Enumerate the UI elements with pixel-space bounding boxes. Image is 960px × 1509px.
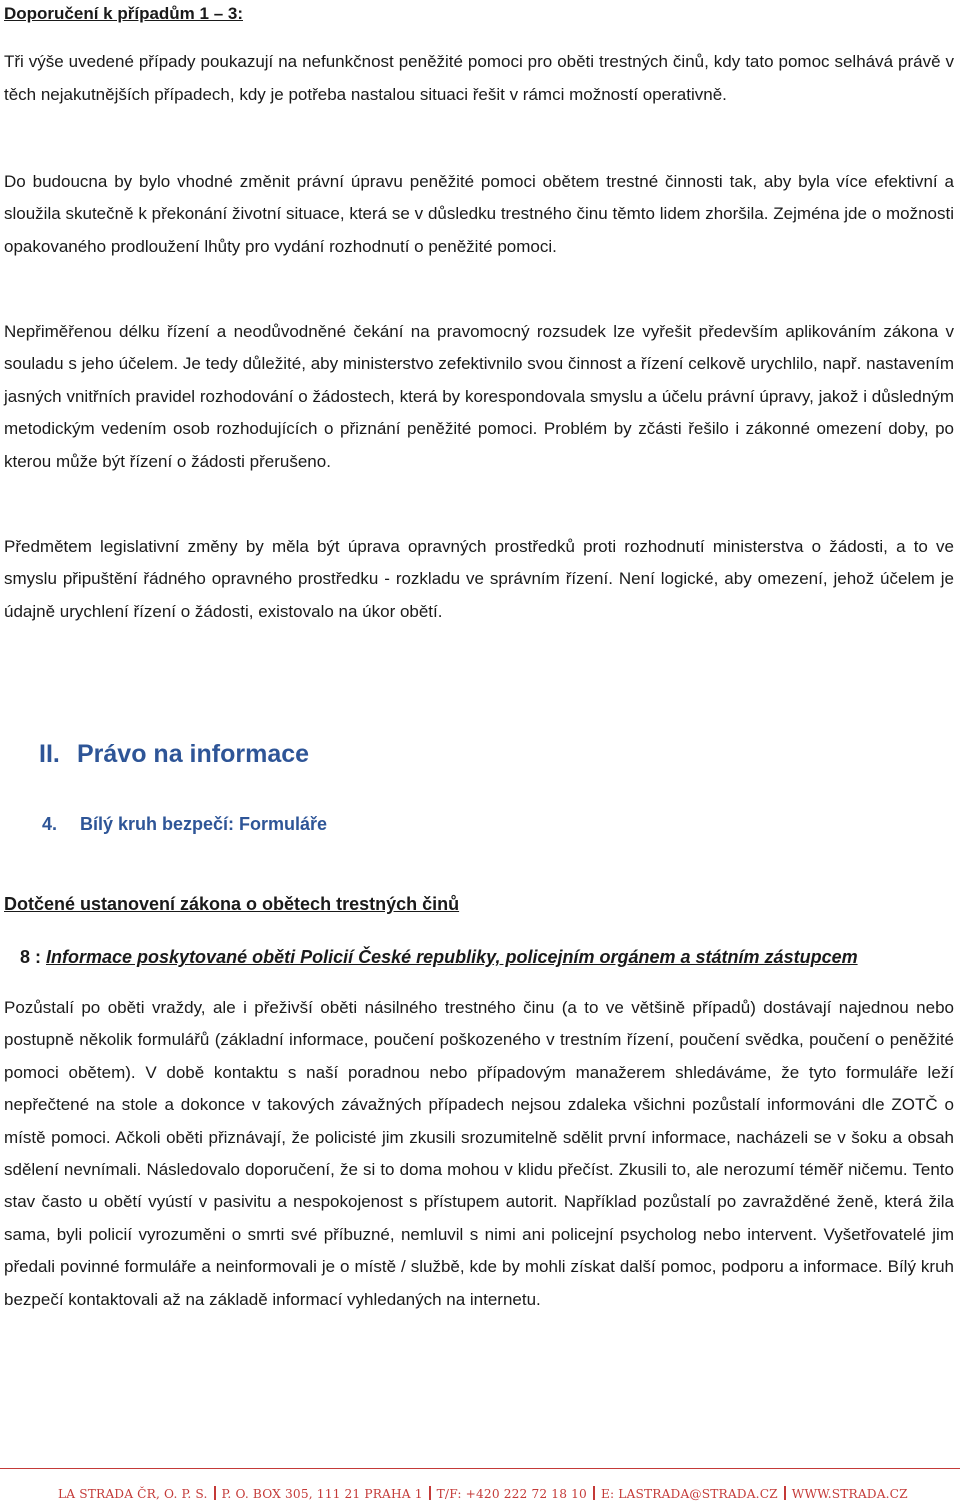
recommendations-heading: Doporučení k případům 1 – 3: (4, 4, 243, 23)
paragraph-forms-experience: Pozůstalí po oběti vraždy, ale i přeživší oběti násilného trestného činu (a to ve většině případů) dostávají najednou nebo postupně několik formulářů (základní informace, poučení poškozeného v trestním řízení, poučení svědka, poučení o peněžité pomoci obětem). V době kontaktu s naší poradnou nebo případovým manažerem shledáváme, že tyto formuláře leží nepřečtené na stole a dokonce v takových závažných případech nejsou zdaleka všichni pozůstalí informováni dle ZOTČ o místě pomoci. Ačkoli oběti přiznávají, že policisté jim zkusili srozumitelně sdělit první informace, nacházeli se v šoku a obsah sdělení nevnímali. Následovalo doporučení, že si to doma mohou v klidu přečíst. Zkusili to, ale nerozumí téměř ničemu. Tento stav často u obětí vyústí v pasivitu a nespokojenost s přístupem autorit. Například pozůstalí po zavražděné ženě, která žila sama, byli policií vyrozuměni o smrti své příbuzné, nemluvil s nimi ani policejní psycholog nebo intervent. Vyšetřovatelé jim předali povinné formuláře a neinformovali je o místě / službě, kde by mohli získat další pomoc, podporu a informace. Bílý kruh bezpečí kontaktovali až na základě informací vyhledaných na internetu. (4, 998, 954, 1309)
section-heading-right-to-information (39, 734, 309, 774)
paragraph-legal-change: Do budoucna by bylo vhodné změnit právní úpravu peněžité pomoci obětem trestné činnosti tak, aby byla více efektivní a sloužila skutečně k překonání životní situace, která se v důsledku trestného činu těmto lidem zhoršila. Zejména jde o možnosti opakovaného prodloužení lhůty pro vydání rozhodnutí o peněžité pomoci. (4, 172, 954, 256)
footer-web: WWW.STRADA.CZ (791, 1487, 908, 1501)
page-footer (0, 1468, 960, 1509)
footer-contact-line (58, 1486, 908, 1501)
section-title: Právo na informace (77, 740, 310, 768)
footer-address: P. O. BOX 305, 111 21 PRAHA 1 (221, 1487, 423, 1501)
subsection-title: Bílý kruh bezpečí: Formuláře (80, 814, 328, 834)
footer-email: E: LASTRADA@STRADA.CZ (600, 1487, 778, 1501)
footer-phone: T/F: +420 222 72 18 10 (436, 1487, 587, 1501)
footer-org: LA STRADA ČR, O. P. S. (58, 1487, 208, 1501)
paragraph-cases-summary: Tři výše uvedené případy poukazují na nefunkčnost peněžité pomoci pro oběti trestných činů, kdy tato pomoc selhává právě v těch nejakutnějších případech, kdy je potřeba nastalou situaci řešit v rámci možností operativně. (4, 52, 954, 104)
law-section-title: Informace poskytované oběti Policií České republiky, policejním orgánem a státním zástupcem (46, 947, 858, 967)
paragraph-proceedings-length: Nepřiměřenou délku řízení a neodůvodněné čekání na pravomocný rozsudek lze vyřešit především aplikováním zákona v souladu s jeho účelem. Je tedy důležité, aby ministerstvo zefektivnilo svou činnost a řízení celkově urychlilo, např. nastavením jasných vnitřních pravidel rozhodování o žádostech, která by korespondovala smyslu a účelu právní úpravy, jakož i důsledným metodickým vedením osob rozhodujících o přiznání peněžité pomoci. Problém by zčásti řešilo i zákonné omezení doby, po kterou může být řízení o žádosti přerušeno. (4, 322, 954, 471)
footer-separator (593, 1486, 595, 1500)
law-section-heading (20, 943, 858, 971)
subsection-number: 4. (42, 814, 58, 834)
paragraph-remedies: Předmětem legislativní změny by měla být úprava opravných prostředků proti rozhodnutí ministerstva o žádosti, a to ve smyslu připuštění řádného opravného prostředku - rozkladu ve správním řízení. Není logické, aby omezení, jehož účelem je údajně urychlení řízení o žádosti, existovalo na úkor obětí. (4, 537, 954, 621)
provisions-heading: Dotčené ustanovení zákona o obětech trestných činů (4, 894, 460, 914)
footer-separator (784, 1486, 786, 1500)
section-number: II. (39, 740, 60, 768)
footer-separator (429, 1486, 431, 1500)
law-section-prefix: 8 : (20, 947, 47, 967)
subsection-heading-forms (42, 810, 327, 838)
footer-separator (214, 1486, 216, 1500)
